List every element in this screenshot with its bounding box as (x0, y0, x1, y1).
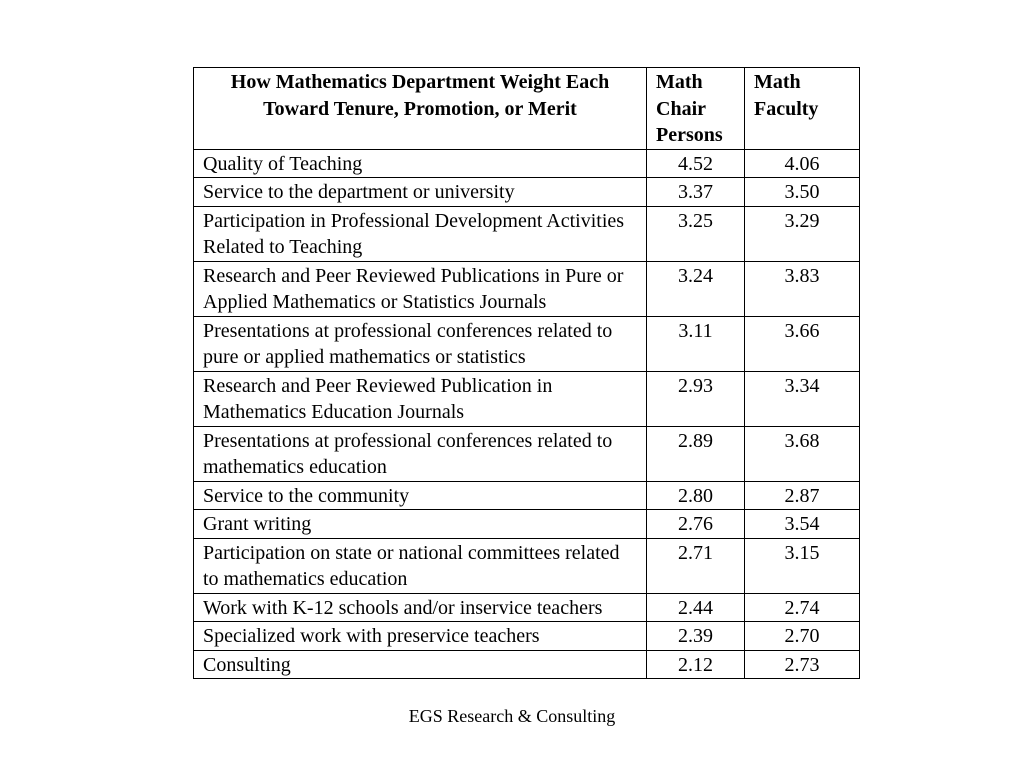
row-faculty-score: 3.54 (745, 510, 860, 539)
row-chair-score: 3.24 (647, 261, 745, 316)
table-row (194, 149, 860, 178)
row-chair-score: 4.52 (647, 149, 745, 178)
row-criterion: Work with K-12 schools and/or inservice teachers (194, 593, 647, 622)
row-chair-score: 3.25 (647, 206, 745, 261)
row-faculty-score: 2.73 (745, 650, 860, 679)
row-chair-score: 2.76 (647, 510, 745, 539)
row-criterion: Service to the department or university (194, 178, 647, 207)
row-criterion: Participation on state or national committees related to mathematics education (194, 538, 647, 593)
row-faculty-score: 3.66 (745, 316, 860, 371)
footer-credit: EGS Research & Consulting (408, 706, 616, 726)
table-row (194, 206, 860, 261)
row-faculty-score: 2.87 (745, 481, 860, 510)
table-row (194, 538, 860, 593)
row-chair-score: 2.93 (647, 371, 745, 426)
row-chair-score: 2.12 (647, 650, 745, 679)
ratings-table-container (193, 67, 860, 679)
table-row (194, 593, 860, 622)
row-faculty-score: 2.70 (745, 622, 860, 651)
table-row (194, 371, 860, 426)
row-faculty-score: 3.29 (745, 206, 860, 261)
row-faculty-score: 3.15 (745, 538, 860, 593)
header-chair-persons: Math Chair Persons (647, 68, 745, 150)
table-header-row (194, 68, 860, 150)
row-faculty-score: 3.83 (745, 261, 860, 316)
row-criterion: Presentations at professional conferences related to pure or applied mathematics or statistics (194, 316, 647, 371)
row-criterion: Research and Peer Reviewed Publication in Mathematics Education Journals (194, 371, 647, 426)
table-row (194, 650, 860, 679)
row-faculty-score: 3.50 (745, 178, 860, 207)
row-criterion: Quality of Teaching (194, 149, 647, 178)
header-faculty: Math Faculty (745, 68, 860, 150)
row-faculty-score: 3.68 (745, 426, 860, 481)
ratings-table (193, 67, 860, 679)
row-chair-score: 3.37 (647, 178, 745, 207)
row-chair-score: 2.71 (647, 538, 745, 593)
table-row (194, 481, 860, 510)
header-criteria: How Mathematics Department Weight Each Toward Tenure, Promotion, or Merit (194, 68, 647, 150)
table-body (194, 149, 860, 679)
row-faculty-score: 3.34 (745, 371, 860, 426)
row-criterion: Consulting (194, 650, 647, 679)
table-row (194, 178, 860, 207)
row-criterion: Participation in Professional Development Activities Related to Teaching (194, 206, 647, 261)
row-criterion: Research and Peer Reviewed Publications in Pure or Applied Mathematics or Statistics Journals (194, 261, 647, 316)
row-faculty-score: 4.06 (745, 149, 860, 178)
row-criterion: Specialized work with preservice teachers (194, 622, 647, 651)
table-row (194, 622, 860, 651)
table-row (194, 261, 860, 316)
row-faculty-score: 2.74 (745, 593, 860, 622)
table-row (194, 510, 860, 539)
table-row (194, 426, 860, 481)
row-criterion: Grant writing (194, 510, 647, 539)
row-criterion: Presentations at professional conferences related to mathematics education (194, 426, 647, 481)
row-chair-score: 2.89 (647, 426, 745, 481)
row-chair-score: 3.11 (647, 316, 745, 371)
row-criterion: Service to the community (194, 481, 647, 510)
table-row (194, 316, 860, 371)
row-chair-score: 2.80 (647, 481, 745, 510)
row-chair-score: 2.44 (647, 593, 745, 622)
row-chair-score: 2.39 (647, 622, 745, 651)
